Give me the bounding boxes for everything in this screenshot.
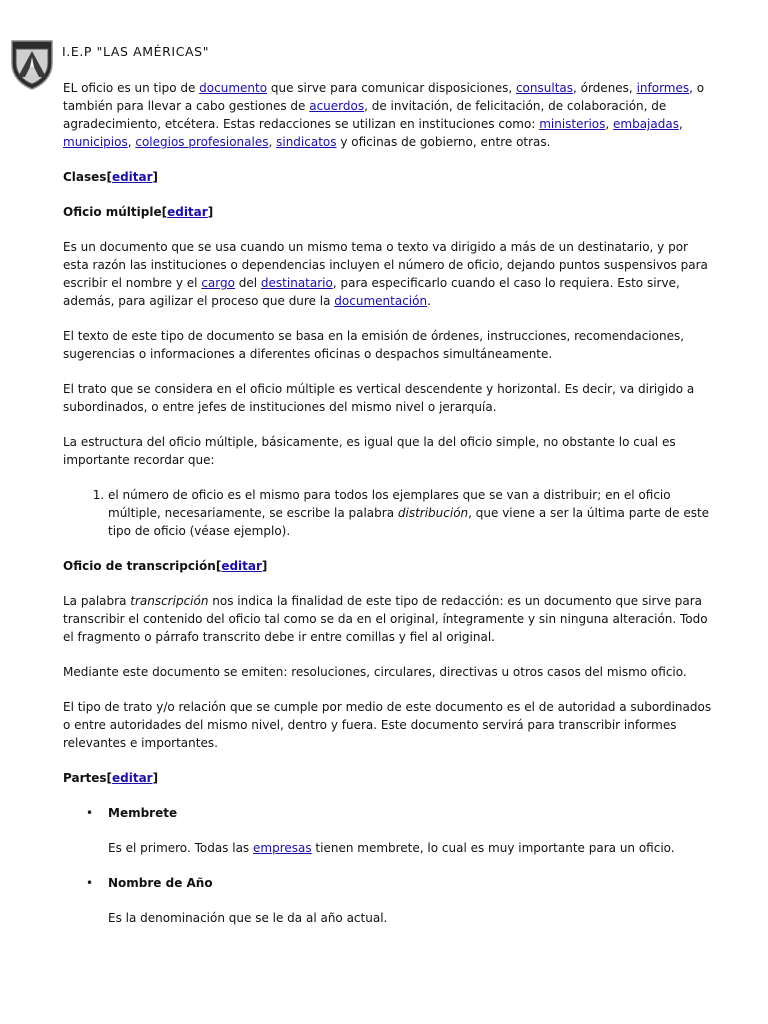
paragraph-text: nos indica la finalidad de este tipo de redacción: es un documento que sirve para transcribir el contenido del oficio tal como se da en el original, íntegramente y sin ninguna alteración. Todo el fragmento o párrafo transcrito debe ir entre comillas y fiel al original. xyxy=(63,594,708,644)
link-sindicatos[interactable]: sindicatos xyxy=(276,135,337,149)
heading-clases: Clases[editar] xyxy=(63,170,159,184)
link-documento[interactable]: documento xyxy=(199,81,268,95)
numbered-list xyxy=(63,486,715,540)
paragraph-text: del xyxy=(234,276,261,290)
link-cargo[interactable]: cargo xyxy=(201,276,235,290)
part-text: tienen membrete, lo cual es muy importante para un oficio. xyxy=(311,841,675,855)
paragraph-text: Es un documento que se usa cuando un mismo tema o texto va dirigido a más de un destinatario, y por esta razón las instituciones o dependencias incluyen el número de oficio, dejando puntos suspensivos para escribir el nombre y el xyxy=(63,240,708,290)
page-title: I.E.P "LAS AMÉRICAS" xyxy=(62,44,210,59)
transcripcion-paragraph-3: El tipo de trato y/o relación que se cumple por medio de este documento es el de autoridad a subordinados o entre autoridades del mismo nivel, dentro y fuera. Este documento servirá para transcribir informes relevantes e importantes. xyxy=(63,700,712,750)
paragraph-text: , para especificarlo cuando el caso lo requiera. Esto sirve, además, para agilizar el proceso que dure la xyxy=(63,276,680,308)
link-documentacion[interactable]: documentación xyxy=(334,294,428,308)
list-item-emphasis: distribución xyxy=(397,506,469,520)
paragraph-text: . xyxy=(427,294,431,308)
intro-text: , xyxy=(678,117,683,131)
link-embajadas[interactable]: embajadas xyxy=(613,117,679,131)
intro-text: y oficinas de gobierno, entre otras. xyxy=(336,135,551,149)
intro-text: EL oficio es un tipo de xyxy=(63,81,200,95)
edit-link-partes[interactable]: editar xyxy=(112,771,153,785)
intro-paragraph xyxy=(63,79,715,151)
link-destinatario[interactable]: destinatario xyxy=(260,276,333,290)
intro-text: , xyxy=(605,117,614,131)
heading-oficio-multiple: Oficio múltiple[editar] xyxy=(63,205,214,219)
school-logo-shield-icon xyxy=(8,37,56,91)
list-item xyxy=(63,804,715,857)
multiple-paragraph-2: El texto de este tipo de documento se basa en la emisión de órdenes, instrucciones, recomendaciones, sugerencias o informaciones a diferentes oficinas o despachos simultáneamente. xyxy=(63,329,685,361)
document-body xyxy=(63,79,715,944)
link-ministerios[interactable]: ministerios xyxy=(539,117,606,131)
paragraph-text: La palabra xyxy=(63,594,131,608)
link-empresas[interactable]: empresas xyxy=(253,841,312,855)
part-title: Membrete xyxy=(108,806,178,820)
intro-text: que sirve para comunicar disposiciones, xyxy=(267,81,516,95)
list-item-text: , que viene a ser la última parte de este tipo de oficio (véase ejemplo). xyxy=(108,506,710,538)
part-text: Es el primero. Todas las xyxy=(108,841,253,855)
bullet-icon: • xyxy=(86,806,94,820)
heading-oficio-transcripcion: Oficio de transcripción[editar] xyxy=(63,559,268,573)
list-item xyxy=(108,486,715,540)
heading-text: Oficio de transcripción xyxy=(63,559,216,573)
heading-text: Partes xyxy=(63,771,107,785)
edit-link-clases[interactable]: editar xyxy=(111,170,153,184)
part-description xyxy=(108,839,715,857)
intro-text: , xyxy=(127,135,136,149)
link-acuerdos[interactable]: acuerdos xyxy=(309,99,365,113)
link-colegios-profesionales[interactable]: colegios profesionales xyxy=(135,135,269,149)
edit-link-transcripcion[interactable]: editar xyxy=(221,559,262,573)
multiple-paragraph-3: El trato que se considera en el oficio múltiple es vertical descendente y horizontal. Es decir, va dirigido a subordinados, o entre jefes de instituciones del mismo nivel o jerarquía. xyxy=(63,382,695,414)
part-title: Nombre de Año xyxy=(108,876,213,890)
list-item xyxy=(63,874,715,927)
intro-text: , de invitación, de felicitación, de colaboración, de agradecimiento, etcétera. Estas redacciones se utilizan en instituciones como: xyxy=(63,99,667,131)
edit-link-multiple[interactable]: editar xyxy=(167,205,208,219)
link-informes[interactable]: informes xyxy=(636,81,690,95)
transcripcion-paragraph-1 xyxy=(63,592,715,646)
parts-list xyxy=(63,804,715,927)
multiple-paragraph-4: La estructura del oficio múltiple, básicamente, es igual que la del oficio simple, no obstante lo cual es importante recordar que: xyxy=(63,435,676,467)
link-consultas[interactable]: consultas xyxy=(515,81,573,95)
multiple-paragraph-1 xyxy=(63,238,715,310)
heading-partes: Partes[editar] xyxy=(63,771,159,785)
link-municipios[interactable]: municipios xyxy=(63,135,128,149)
paragraph-emphasis: transcripción xyxy=(130,594,209,608)
bullet-icon: • xyxy=(86,876,94,890)
list-item-text: el número de oficio es el mismo para todos los ejemplares que se van a distribuir; en el oficio múltiple, necesariamente, se escribe la palabra xyxy=(108,488,671,520)
transcripcion-paragraph-2: Mediante este documento se emiten: resoluciones, circulares, directivas u otros casos del mismo oficio. xyxy=(63,665,687,679)
intro-text: , órdenes, xyxy=(573,81,637,95)
heading-text: Clases xyxy=(63,170,107,184)
part-description: Es la denominación que se le da al año actual. xyxy=(108,911,388,925)
heading-text: Oficio múltiple xyxy=(63,205,162,219)
intro-text: , xyxy=(268,135,277,149)
intro-text: , o también para llevar a cabo gestiones de xyxy=(63,81,705,113)
